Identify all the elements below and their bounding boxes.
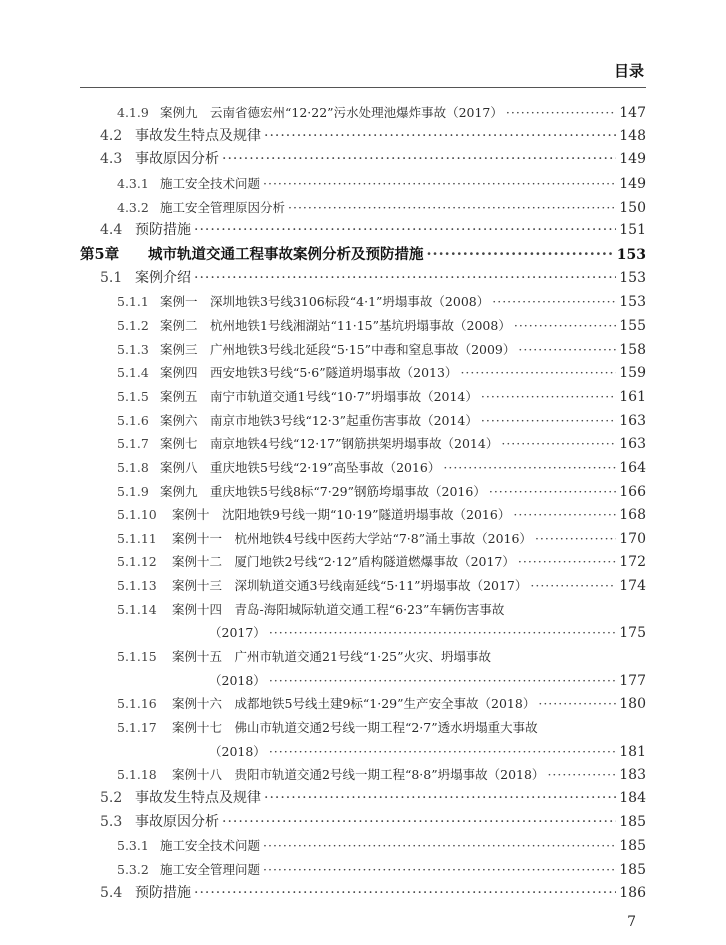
dot-leader	[443, 456, 616, 480]
toc-entry[interactable]	[80, 811, 646, 835]
dot-leader	[518, 550, 616, 574]
entry-number: 4.3	[100, 151, 123, 168]
toc-entry[interactable]	[80, 125, 646, 149]
entry-number: 5.1.10	[117, 507, 157, 523]
dot-leader	[263, 858, 616, 882]
entry-page: 175	[619, 625, 646, 642]
entry-page: 149	[619, 151, 646, 168]
dot-leader	[269, 669, 616, 693]
dot-leader	[427, 243, 614, 267]
dot-leader	[194, 219, 616, 243]
entry-number: 5.1.2	[117, 317, 149, 333]
toc-entry[interactable]	[80, 172, 646, 196]
entry-page: 174	[619, 578, 646, 595]
toc-entry[interactable]	[80, 716, 646, 740]
entry-title: 案例二 杭州地铁1号线湘湖站“11·15”基坑坍塌事故（2008）	[160, 317, 511, 333]
toc-entry[interactable]	[80, 503, 646, 527]
entry-title: 案例四 西安地铁3号线“5·6”隧道坍塌事故（2013）	[160, 365, 458, 381]
toc-entry[interactable]	[80, 787, 646, 811]
dot-leader	[264, 125, 616, 149]
entry-title: 案例十一 杭州地铁4号线中医药大学站“7·8”涌土事故（2016）	[172, 530, 532, 546]
entry-title: 案例一 深圳地铁3号线3106标段“4·1”坍塌事故（2008）	[160, 294, 490, 310]
entry-page: 151	[619, 222, 646, 239]
entry-title: 案例六 南京市地铁3号线“12·3”起重伤害事故（2014）	[160, 412, 478, 428]
entry-page: 177	[619, 672, 646, 689]
entry-page: 148	[619, 127, 646, 144]
entry-title: 事故原因分析	[135, 151, 219, 168]
entry-page: 163	[619, 436, 646, 453]
entry-title: 案例十四 青岛-海阳城际轨道交通工程“6·23”车辆伤害事故	[172, 601, 505, 617]
entry-page: 153	[616, 246, 646, 263]
entry-page: 163	[619, 412, 646, 429]
entry-number: 5.4	[100, 884, 123, 901]
entry-page: 168	[619, 507, 646, 524]
entry-page: 180	[619, 696, 646, 713]
dot-leader	[501, 432, 616, 456]
dot-leader	[535, 527, 616, 551]
entry-title: 案例八 重庆地铁5号线“2·19”高坠事故（2016）	[160, 459, 441, 475]
toc-entry[interactable]	[80, 409, 646, 433]
entry-number: 5.1.7	[117, 436, 149, 452]
dot-leader	[269, 621, 616, 645]
entry-page: 183	[619, 767, 646, 784]
toc-entry[interactable]	[80, 858, 646, 882]
toc-entry[interactable]	[80, 550, 646, 574]
toc-entry[interactable]	[80, 456, 646, 480]
entry-page: 185	[619, 838, 646, 855]
entry-number: 4.3.2	[117, 199, 149, 215]
entry-title: 案例十三 深圳轨道交通3号线南延线“5·11”坍塌事故（2017）	[172, 578, 528, 594]
toc-entry[interactable]	[80, 432, 646, 456]
entry-title: 事故发生特点及规律	[135, 127, 261, 144]
toc-entry[interactable]	[80, 574, 646, 598]
entry-title: （2018）	[209, 672, 266, 688]
entry-title: 施工安全技术问题	[160, 838, 261, 854]
entry-number: 5.1.8	[117, 459, 149, 475]
toc-entry[interactable]	[80, 692, 646, 716]
entry-page: 149	[619, 175, 646, 192]
dot-leader	[194, 882, 616, 906]
toc-entry[interactable]	[80, 834, 646, 858]
entry-title: 案例三 广州地铁3号线北延段“5·15”中毒和窒息事故（2009）	[160, 341, 516, 357]
entry-number: 5.1.14	[117, 601, 157, 617]
header-rule	[80, 87, 646, 88]
entry-page: 158	[619, 341, 646, 358]
entry-page: 150	[619, 199, 646, 216]
toc-entry[interactable]	[80, 598, 646, 622]
entry-page: 185	[619, 813, 646, 830]
entry-title: 案例五 南宁市轨道交通1号线“10·7”坍塌事故（2014）	[160, 388, 478, 404]
dot-leader	[222, 148, 616, 172]
dot-leader	[506, 101, 616, 125]
entry-page: 159	[619, 365, 646, 382]
running-header: 目录	[613, 62, 644, 80]
entry-number: 5.1.18	[117, 767, 157, 783]
entry-page: 185	[619, 862, 646, 878]
dot-leader	[222, 811, 616, 835]
entry-page: 147	[619, 105, 646, 121]
toc-entry[interactable]	[80, 527, 646, 551]
toc-entry[interactable]	[80, 763, 646, 787]
dot-leader	[264, 787, 616, 811]
dot-leader	[492, 290, 616, 314]
toc-entry[interactable]	[80, 243, 646, 267]
entry-title: 预防措施	[135, 222, 191, 239]
entry-page: 184	[619, 790, 646, 807]
entry-page: 153	[619, 269, 646, 286]
entry-number: 5.1.12	[117, 554, 157, 570]
entry-title: 案例十八 贵阳市轨道交通2号线一期工程“8·8”坍塌事故（2018）	[172, 767, 545, 783]
entry-page: 170	[619, 530, 646, 547]
toc-entry[interactable]	[80, 385, 646, 409]
dot-leader	[514, 314, 616, 338]
toc-entry[interactable]	[80, 267, 646, 291]
entry-title: 施工安全管理原因分析	[160, 199, 286, 215]
dot-leader	[263, 172, 616, 196]
entry-number: 4.1.9	[117, 105, 149, 120]
table-of-contents	[80, 101, 646, 905]
entry-number: 5.1.4	[117, 365, 149, 381]
dot-leader	[288, 196, 616, 220]
toc-entry[interactable]	[80, 361, 646, 385]
dot-leader	[489, 480, 616, 504]
toc-entry[interactable]	[80, 314, 646, 338]
entry-number: 5.1.1	[117, 294, 149, 310]
entry-title: 案例十五 广州市轨道交通21号线“1·25”火灾、坍塌事故	[172, 649, 492, 665]
dot-leader	[481, 409, 616, 433]
toc-entry[interactable]	[80, 290, 646, 314]
dot-leader	[518, 338, 616, 362]
entry-title: 城市轨道交通工程事故案例分析及预防措施	[148, 245, 424, 263]
entry-page: 164	[619, 459, 646, 476]
entry-number: 5.1.17	[117, 720, 157, 736]
entry-title: 案例十 沈阳地铁9号线一期“10·19”隧道坍塌事故（2016）	[172, 507, 511, 523]
entry-page: 161	[619, 388, 646, 405]
dot-leader	[481, 385, 616, 409]
entry-title: （2018）	[209, 743, 266, 759]
entry-page: 181	[619, 743, 646, 760]
entry-title: 案例九 云南省德宏州“12·22”污水处理池爆炸事故（2017）	[160, 105, 503, 120]
entry-title: 案例介绍	[135, 269, 191, 286]
entry-title: 预防措施	[135, 884, 191, 901]
entry-number: 5.1.6	[117, 412, 149, 428]
toc-entry-continuation[interactable]	[80, 740, 646, 764]
entry-page: 166	[619, 483, 646, 500]
dot-leader	[269, 740, 616, 764]
toc-entry-continuation[interactable]	[80, 669, 646, 693]
entry-number: 5.1.5	[117, 388, 149, 404]
toc-entry[interactable]	[80, 196, 646, 220]
entry-number: 5.2	[100, 790, 123, 807]
entry-number: 第5章	[80, 245, 120, 263]
toc-entry[interactable]	[80, 148, 646, 172]
entry-title: 案例十二 厦门地铁2号线“2·12”盾构隧道燃爆事故（2017）	[172, 554, 515, 570]
dot-leader	[538, 692, 616, 716]
toc-entry[interactable]	[80, 480, 646, 504]
entry-title: 事故发生特点及规律	[135, 790, 261, 807]
dot-leader	[513, 503, 616, 527]
entry-number: 4.4	[100, 222, 123, 239]
entry-number: 4.3.1	[117, 175, 149, 191]
dot-leader	[530, 574, 616, 598]
entry-number: 5.1.16	[117, 696, 157, 712]
toc-entry[interactable]	[80, 101, 646, 125]
entry-title: 案例十七 佛山市轨道交通2号线一期工程“2·7”透水坍塌重大事故	[172, 720, 538, 736]
toc-entry-continuation[interactable]	[80, 621, 646, 645]
dot-leader	[460, 361, 616, 385]
entry-title: （2017）	[209, 625, 266, 641]
dot-leader	[194, 267, 616, 291]
entry-number: 5.3.2	[117, 862, 149, 877]
entry-number: 5.1.13	[117, 578, 157, 594]
entry-page: 155	[619, 317, 646, 334]
entry-page: 153	[619, 294, 646, 311]
dot-leader	[547, 763, 616, 787]
entry-title: 施工安全技术问题	[160, 175, 261, 191]
entry-title: 案例七 南京地铁4号线“12·17”钢筋拱架坍塌事故（2014）	[160, 436, 499, 452]
entry-number: 5.1.11	[117, 530, 157, 546]
toc-entry[interactable]	[80, 219, 646, 243]
entry-number: 5.3.1	[117, 838, 149, 854]
page-number: 7	[627, 914, 636, 930]
toc-entry[interactable]	[80, 338, 646, 362]
toc-entry[interactable]	[80, 882, 646, 906]
entry-title: 案例十六 成都地铁5号线土建9标“1·29”生产安全事故（2018）	[172, 696, 536, 712]
entry-number: 4.2	[100, 127, 123, 144]
entry-page: 186	[619, 884, 646, 901]
entry-number: 5.1.15	[117, 649, 157, 665]
entry-title: 施工安全管理问题	[160, 862, 261, 877]
dot-leader	[263, 834, 616, 858]
entry-title: 事故原因分析	[135, 813, 219, 830]
entry-number: 5.1.9	[117, 483, 149, 499]
entry-number: 5.3	[100, 813, 123, 830]
entry-number: 5.1.3	[117, 341, 149, 357]
entry-title: 案例九 重庆地铁5号线8标“7·29”钢筋垮塌事故（2016）	[160, 483, 486, 499]
entry-number: 5.1	[100, 269, 123, 286]
entry-page: 172	[619, 554, 646, 571]
toc-entry[interactable]	[80, 645, 646, 669]
